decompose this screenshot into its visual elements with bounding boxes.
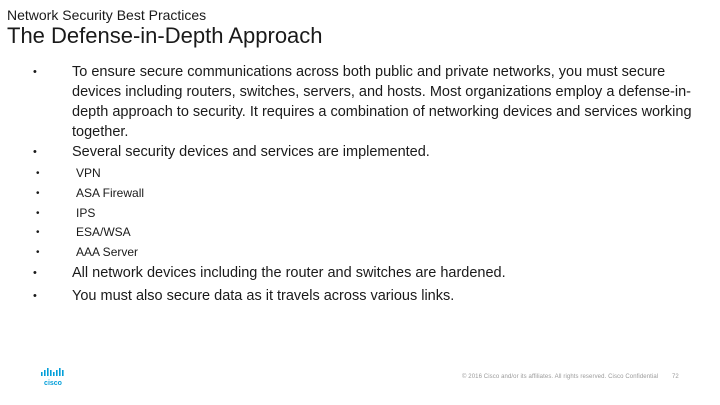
sub-bullet-item [0, 164, 300, 183]
cisco-bridge-icon [40, 367, 66, 387]
bullet-icon: • [36, 168, 40, 179]
bullet-icon: • [33, 146, 37, 158]
sub-bullet-text: VPN [76, 166, 101, 180]
logo-wordmark: cisco [44, 380, 62, 387]
sub-bullet-text: ESA/WSA [76, 225, 131, 239]
sub-bullet-item [0, 204, 300, 223]
bullet-icon: • [33, 290, 37, 302]
sub-bullet-item [0, 223, 300, 242]
section-subtitle: Network Security Best Practices [7, 7, 207, 23]
bullet-text: Several security devices and services are implemented. [72, 144, 430, 160]
bullet-text: To ensure secure communications across both public and private networks, you must secure devices including routers, switches, servers, and hosts. Most organizations employ a defense-in-depth approach to security. It requires a combination of networking devices and services working together. [72, 64, 692, 140]
bullet-icon: • [36, 247, 40, 258]
cisco-logo [40, 367, 66, 387]
slide-title: The Defense-in-Depth Approach [7, 23, 323, 48]
bullet-icon: • [36, 208, 40, 219]
bullet-icon: • [33, 66, 37, 78]
bullet-item [0, 286, 720, 306]
page-number: 72 [672, 374, 679, 380]
bullet-text: You must also secure data as it travels across various links. [72, 288, 455, 304]
bullet-item [0, 62, 720, 142]
bullet-text: All network devices including the router and switches are hardened. [72, 265, 506, 281]
sub-bullet-text: IPS [76, 206, 96, 220]
bullet-icon: • [36, 188, 40, 199]
sub-bullet-item [0, 184, 300, 203]
sub-bullet-text: ASA Firewall [76, 186, 145, 200]
bullet-icon: • [33, 267, 37, 279]
bullet-item [0, 263, 720, 283]
sub-bullet-text: AAA Server [76, 245, 139, 259]
footer-copyright: © 2016 Cisco and/or its affiliates. All rights reserved. Cisco Confidential [462, 374, 659, 380]
bullet-item [0, 142, 720, 162]
sub-bullet-item [0, 243, 300, 262]
bullet-icon: • [36, 227, 40, 238]
